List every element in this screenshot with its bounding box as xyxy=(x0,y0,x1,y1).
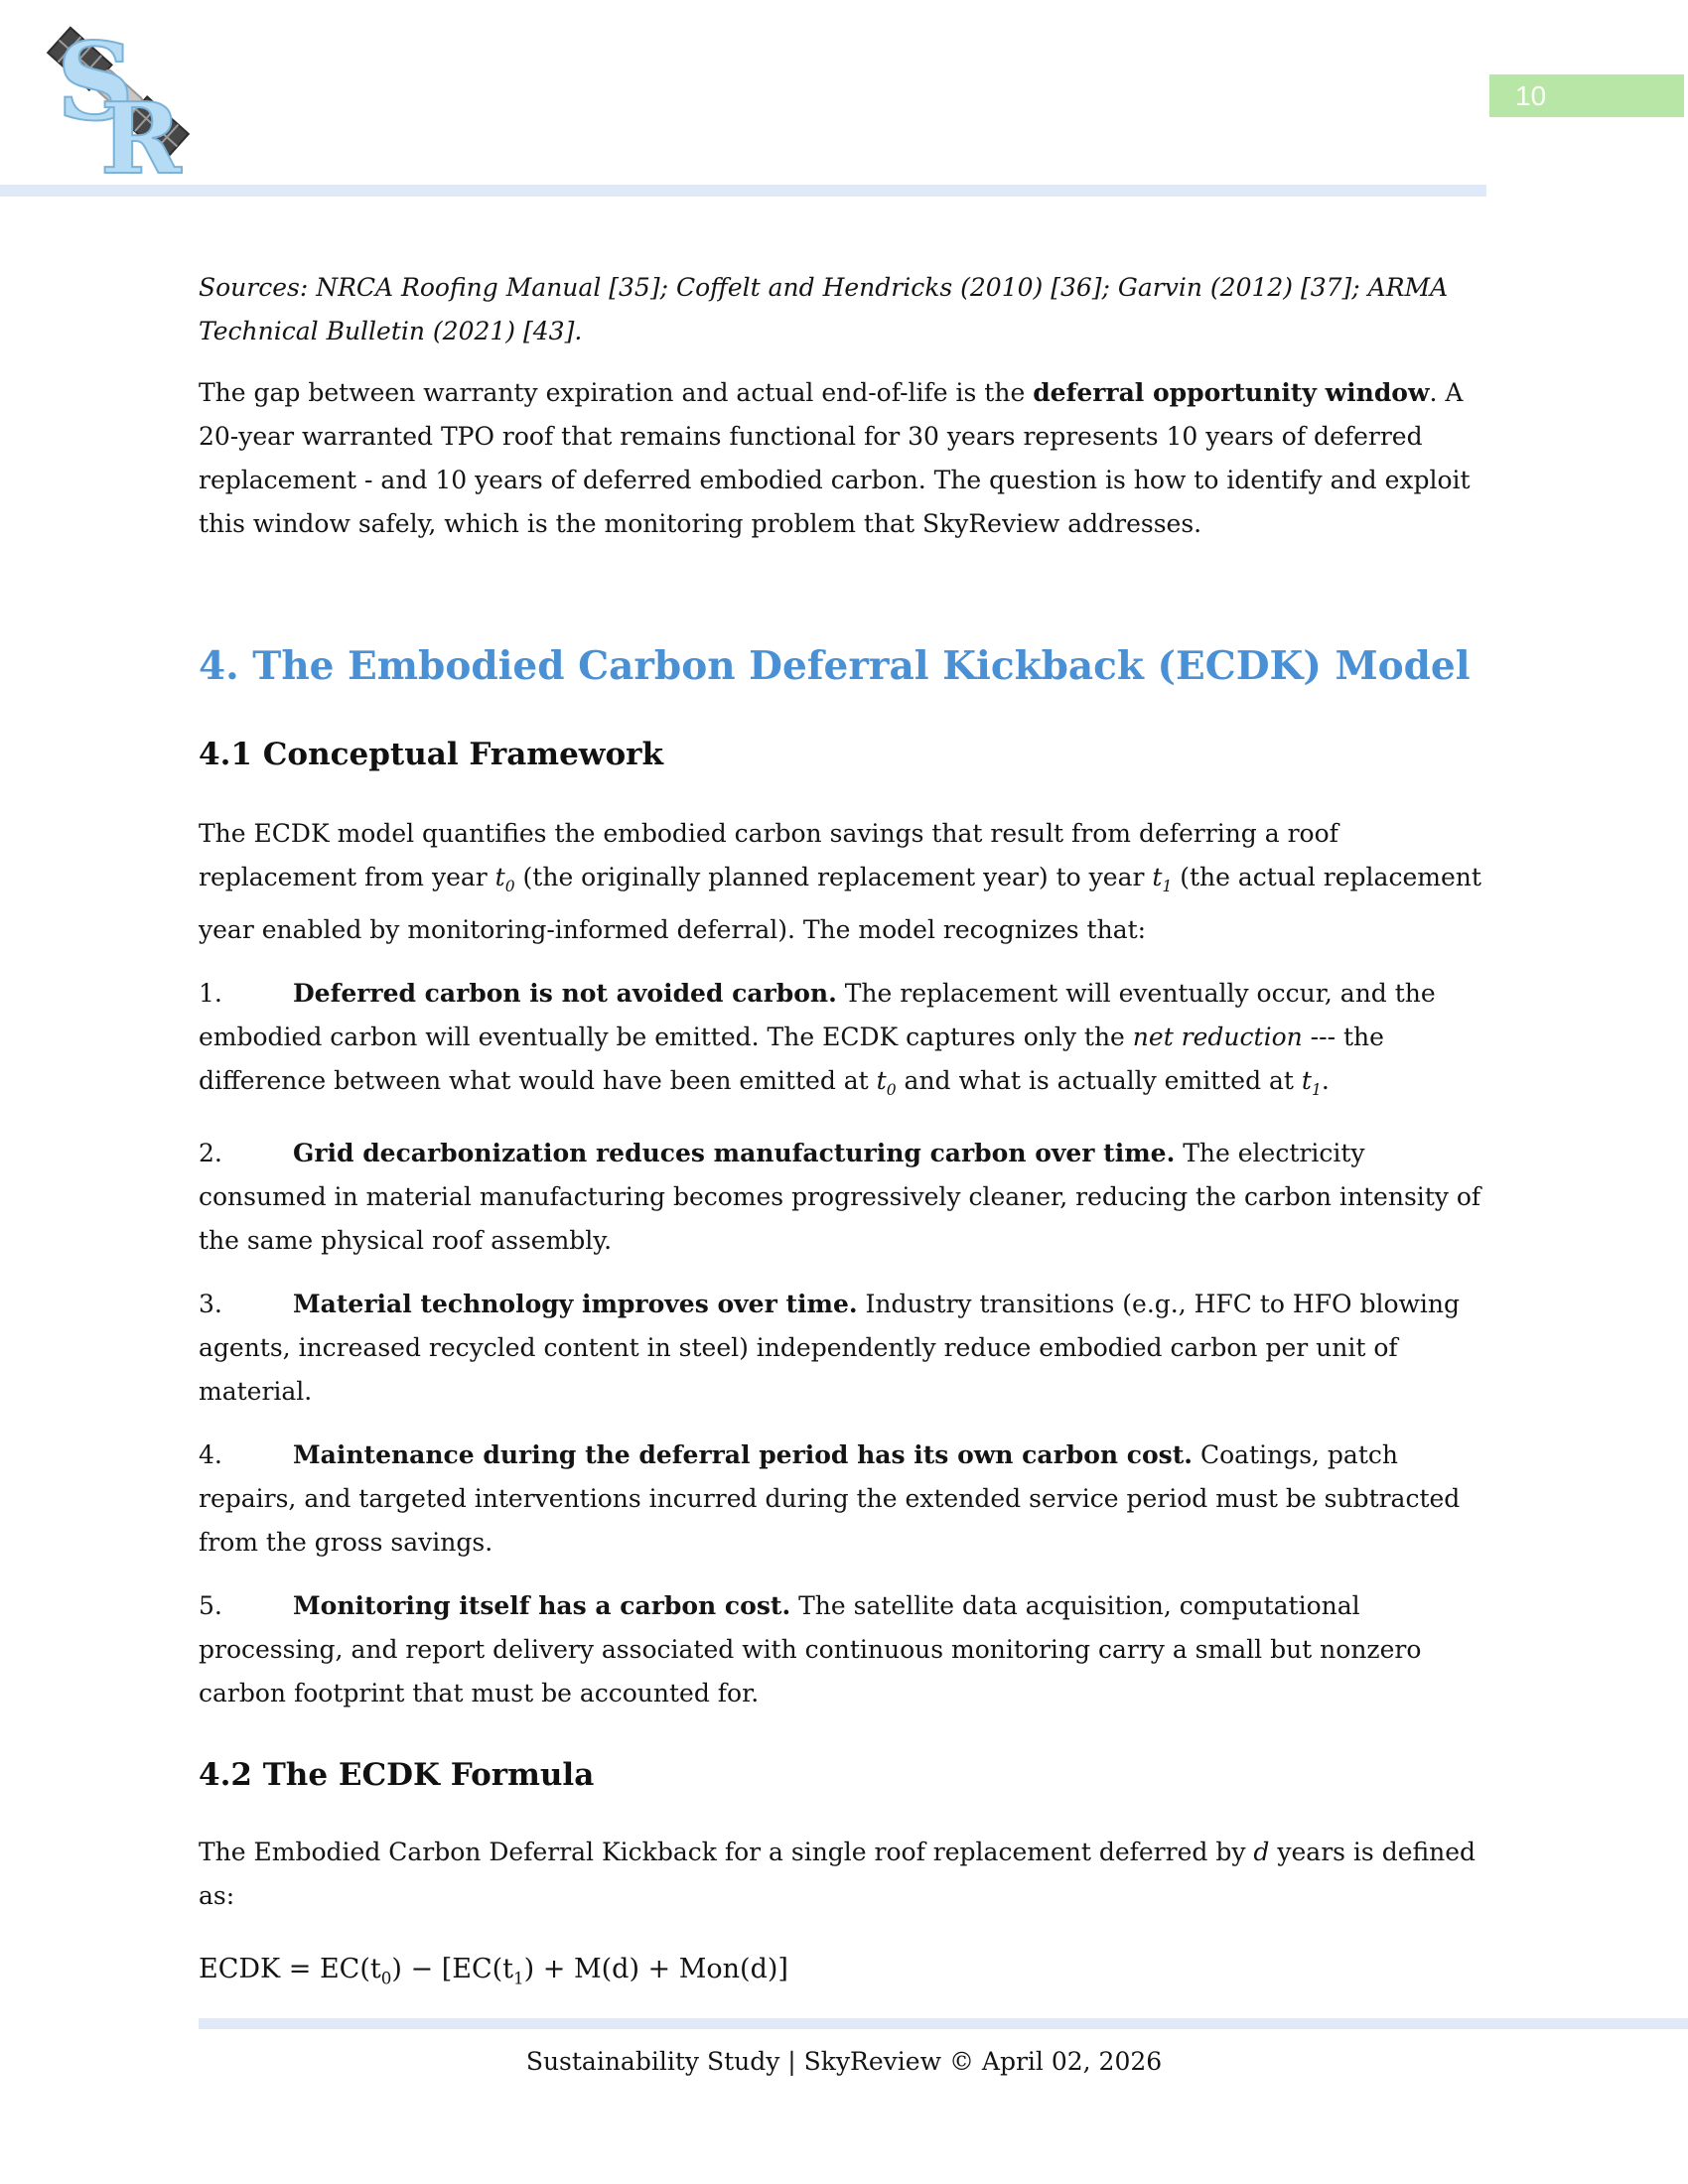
intro-post: . A 20-year warranted TPO roof that remains functional for 30 years represents 10 years of deferred replacement - and 10 years of deferred embodied carbon. The question is how to identify and exploit this window safely, which is the monitoring problem that SkyReview addresses. xyxy=(199,378,1471,538)
item-1-emphasis: net reduction xyxy=(1132,1023,1303,1051)
logo-letter-s: S xyxy=(57,20,134,145)
skyreview-logo xyxy=(35,8,194,177)
formula-intro-paragraph xyxy=(199,1831,1489,1918)
page-number: 10 xyxy=(1515,80,1547,111)
ecdk-formula xyxy=(199,1948,1489,1999)
var-t1: t xyxy=(1152,863,1163,891)
item-1-lead: Deferred carbon is not avoided carbon. xyxy=(293,979,837,1008)
footer-divider-bar xyxy=(199,2018,1688,2029)
var-d: d xyxy=(1253,1838,1270,1866)
framework-paragraph xyxy=(199,812,1489,952)
item-2-lead: Grid decarbonization reduces manufacturing carbon over time. xyxy=(293,1139,1176,1167)
item-4-body: Coatings, patch repairs, and targeted interventions incurred during the extended service period must be subtracted from the gross savings. xyxy=(199,1440,1461,1557)
section-4-2-heading: 4.2 The ECDK Formula xyxy=(199,1757,595,1793)
list-item-3 xyxy=(199,1283,1489,1414)
var-t0: t xyxy=(494,863,505,891)
footer-text: Sustainability Study | SkyReview © April 02, 2026 xyxy=(525,2047,1163,2076)
intro-paragraph xyxy=(199,371,1489,546)
framework-s2: (the originally planned replacement year) to year xyxy=(514,863,1153,891)
intro-bold-phrase: deferral opportunity window xyxy=(1033,378,1430,407)
formula-f2: ) − [EC(t xyxy=(391,1954,513,1984)
item-3-number: 3. xyxy=(199,1290,222,1318)
item-2-body: The electricity consumed in material manufacturing becomes progressively cleaner, reducing the carbon intensity of the same physical roof assembly. xyxy=(199,1139,1481,1255)
item-1-var-t1-sub: 1 xyxy=(1311,1081,1322,1099)
list-item-4 xyxy=(199,1433,1489,1565)
list-item-5 xyxy=(199,1584,1489,1715)
header-divider-bar xyxy=(0,185,1486,197)
item-1-s2: --- the difference between what would have been emitted at xyxy=(199,1023,1384,1095)
formula-sub1: 1 xyxy=(513,1968,524,1988)
framework-s1: The ECDK model quantifies the embodied carbon savings that result from deferring a roof replacement from year xyxy=(199,819,1338,891)
section-4-heading: 4. The Embodied Carbon Deferral Kickback (ECDK) Model xyxy=(199,643,1471,689)
var-t1-sub: 1 xyxy=(1162,878,1173,895)
formula-f1: ECDK = EC(t xyxy=(199,1954,381,1984)
item-5-lead: Monitoring itself has a carbon cost. xyxy=(293,1591,791,1620)
item-4-number: 4. xyxy=(199,1440,222,1469)
sources-text: Sources: NRCA Roofing Manual [35]; Coffelt and Hendricks (2010) [36]; Garvin (2012) [37]; ARMA Technical Bulletin (2021) [43]. xyxy=(199,273,1449,345)
section-4-1-heading: 4.1 Conceptual Framework xyxy=(199,737,663,772)
page-number-badge xyxy=(1489,74,1684,117)
list-item-2 xyxy=(199,1132,1489,1263)
item-2-number: 2. xyxy=(199,1139,222,1167)
framework-s3: (the actual replacement year enabled by monitoring-informed deferral). The model recognizes that: xyxy=(199,863,1481,944)
formula-intro-s1: The Embodied Carbon Deferral Kickback for a single roof replacement deferred by xyxy=(199,1838,1254,1866)
document-body xyxy=(199,266,1489,1999)
logo-letter-r: R xyxy=(100,82,182,177)
item-5-body: The satellite data acquisition, computational processing, and report delivery associated with continuous monitoring carry a small but nonzero carbon footprint that must be accounted for. xyxy=(199,1591,1422,1707)
var-t0-sub: 0 xyxy=(504,878,515,895)
list-item-1 xyxy=(199,972,1489,1112)
item-4-lead: Maintenance during the deferral period has its own carbon cost. xyxy=(293,1440,1194,1469)
item-1-s1: The replacement will eventually occur, and the embodied carbon will eventually be emitted. The ECDK captures only the xyxy=(199,979,1436,1051)
item-1-var-t0: t xyxy=(876,1066,887,1095)
formula-intro-s2: years is defined as: xyxy=(199,1838,1477,1910)
formula-f3: ) + M(d) + Mon(d)] xyxy=(523,1954,788,1984)
item-3-body: Industry transitions (e.g., HFC to HFO blowing agents, increased recycled content in steel) independently reduce embodied carbon per unit of material. xyxy=(199,1290,1461,1406)
item-1-number: 1. xyxy=(199,979,222,1008)
item-5-number: 5. xyxy=(199,1591,222,1620)
item-1-var-t0-sub: 0 xyxy=(886,1081,897,1099)
sources-line xyxy=(199,266,1489,353)
item-1-s4: . xyxy=(1321,1066,1330,1095)
item-1-var-t1: t xyxy=(1301,1066,1312,1095)
item-3-lead: Material technology improves over time. xyxy=(293,1290,858,1318)
item-1-s3: and what is actually emitted at xyxy=(896,1066,1302,1095)
formula-sub0: 0 xyxy=(380,1968,392,1988)
intro-pre: The gap between warranty expiration and actual end-of-life is the xyxy=(199,378,1034,407)
